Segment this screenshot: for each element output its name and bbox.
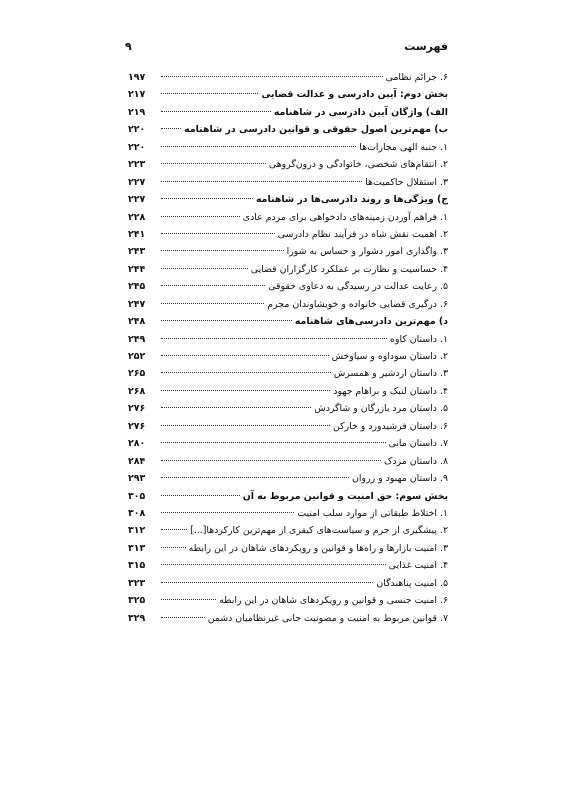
dot-leader — [161, 268, 248, 269]
toc-entry — [128, 156, 448, 173]
dot-leader — [161, 425, 330, 426]
dot-leader — [161, 198, 253, 199]
toc-entry-title: ۶. جرائم نظامی — [385, 72, 448, 83]
toc-entry-title: ۳. داستان اردشیر و همسرش — [333, 368, 448, 380]
toc-entry-title: ۱. اختلاط طبقاتی از موارد سلب امنیت — [297, 507, 448, 519]
toc-entry-title: ۶. داستان فرشیدورد و خارکن — [333, 420, 448, 432]
dot-leader — [161, 163, 266, 164]
toc-entry — [128, 610, 448, 627]
toc-section-heading — [128, 191, 448, 208]
dot-leader — [161, 250, 284, 251]
toc-entry — [128, 261, 448, 278]
toc-entry-page: ۲۴۴ — [128, 263, 146, 275]
toc-entry-title: ۴. داستان لنبک و براهام جهود — [333, 385, 448, 397]
toc-entry-title: ج) ویژگی‌ها و روند دادرسی‌ها در شاهنامه — [256, 194, 448, 206]
toc-entry — [128, 540, 448, 557]
dot-leader — [161, 303, 264, 304]
toc-entry — [128, 296, 448, 313]
toc-entry-title: ۵. رعایت عدالت در رسیدگی به دعاوی حقوقی — [268, 281, 448, 293]
toc-entry — [128, 383, 448, 400]
dot-leader — [161, 372, 331, 373]
toc-entry-page: ۳۰۸ — [128, 507, 146, 519]
toc-entry-title: ۳. واگذاری امور دشوار و حساس به شورا — [286, 246, 448, 258]
toc-entry — [128, 69, 448, 86]
toc-entry-title: ۸. داستان مزدک — [384, 455, 448, 467]
dot-leader — [161, 407, 311, 408]
toc-entry-title: ۵. داستان مرد بازرگان و شاگردش — [314, 403, 448, 415]
toc-entry-title: ۲. داستان سوداوه و سیاوخش — [331, 351, 448, 362]
dot-leader — [161, 390, 330, 391]
toc-entry-page: ۲۲۳ — [128, 159, 146, 171]
dot-leader — [161, 320, 292, 321]
toc-entry — [128, 278, 448, 295]
toc-entry-page: ۲۷۶ — [128, 403, 146, 415]
toc-entry-page: ۲۹۳ — [128, 473, 146, 485]
toc-entry — [128, 243, 448, 260]
toc-entry-title: بخش دوم: آیین دادرسی و عدالت قضایی — [261, 89, 448, 101]
dot-leader — [161, 285, 265, 286]
toc-entry-title: ۶. امنیت جنسی و قوانین و رویکردهای شاهان در این رابطه — [219, 595, 448, 607]
toc-entry-title: ۱. داستان کاوه — [390, 333, 448, 345]
dot-leader — [161, 599, 216, 600]
toc-entry — [128, 522, 448, 539]
toc-entry-page: ۲۲۷ — [128, 176, 146, 188]
toc-entry-title: ۲. پیشگیری از جرم و سیاست‌های کیفری از مهم‌ترین کارکردها[...] — [190, 525, 448, 537]
dot-leader — [161, 495, 240, 496]
dot-leader — [161, 233, 275, 234]
toc-entry-page: ۳۲۹ — [128, 612, 146, 624]
toc-entry-title: ۶. درگیری قضایی خانواده و خویشاوندان مجرم — [267, 298, 448, 310]
dot-leader — [161, 582, 373, 583]
toc-entry-page: ۲۴۵ — [128, 281, 146, 293]
toc-entry-title: ۵. امنیت پناهندگان — [376, 577, 448, 589]
toc-entry — [128, 592, 448, 609]
toc-entry — [128, 435, 448, 452]
toc-entry-title: ۷. قوانین مربوط به امنیت و مصونیت جانی غیرنظامیان دشمن — [207, 612, 448, 624]
toc-entry-page: ۲۷۶ — [128, 420, 146, 432]
toc-entry-page: ۲۱۷ — [128, 89, 146, 101]
toc-entry-title: بخش سوم: حق امنیت و قوانین مربوط به آن — [242, 490, 448, 502]
toc-entry-page: ۲۸۰ — [128, 438, 146, 450]
toc-entry-page: ۲۴۷ — [128, 298, 146, 310]
dot-leader — [161, 477, 349, 478]
toc-entry — [128, 505, 448, 522]
toc-entry-title: الف) واژگان آیین دادرسی در شاهنامه — [273, 106, 448, 118]
toc-section-heading — [128, 313, 448, 330]
running-title: فهرست — [404, 39, 448, 53]
dot-leader — [161, 529, 187, 530]
dot-leader — [161, 146, 356, 147]
toc-section-heading — [128, 488, 448, 505]
toc-entry-title: ۲. انتقام‌های شخصی، خانوادگی و درون‌گروهی — [268, 159, 448, 171]
dot-leader — [161, 617, 205, 618]
table-of-contents — [128, 69, 448, 627]
running-head — [125, 38, 448, 54]
page-number: ۹ — [125, 39, 132, 53]
dot-leader — [161, 460, 381, 461]
toc-entry-page: ۲۴۸ — [128, 316, 146, 328]
toc-section-heading — [128, 121, 448, 138]
toc-entry-page: ۲۵۲ — [128, 351, 146, 362]
toc-entry-page: ۲۲۰ — [128, 141, 146, 153]
toc-entry-page: ۳۱۲ — [128, 525, 146, 537]
toc-entry — [128, 226, 448, 243]
toc-entry-page: ۲۶۸ — [128, 385, 146, 397]
toc-entry-page: ۲۴۹ — [128, 333, 146, 345]
dot-leader — [161, 181, 362, 182]
toc-entry-page: ۱۹۷ — [128, 72, 146, 83]
toc-entry-page: ۲۲۰ — [128, 124, 146, 136]
toc-entry — [128, 453, 448, 470]
toc-entry-page: ۳۲۵ — [128, 595, 146, 607]
toc-entry-page: ۳۲۳ — [128, 577, 146, 589]
toc-entry — [128, 331, 448, 348]
dot-leader — [161, 93, 258, 94]
toc-entry-title: ۴. حساسیت و نظارت بر عملکرد کارگزاران قضایی — [250, 263, 448, 275]
toc-entry-page: ۲۴۱ — [128, 228, 146, 240]
toc-entry-page: ۲۶۵ — [128, 368, 146, 380]
toc-entry-page: ۳۱۵ — [128, 560, 146, 572]
toc-entry-title: ب) مهم‌ترین اصول حقوقی و قوانین دادرسی در شاهنامه — [184, 124, 448, 136]
toc-entry-page: ۲۲۸ — [128, 211, 146, 223]
dot-leader — [161, 512, 294, 513]
toc-entry-page: ۳۰۵ — [128, 490, 146, 502]
toc-entry-title: ۴. امنیت غذایی — [388, 560, 448, 572]
toc-entry — [128, 174, 448, 191]
toc-section-heading — [128, 104, 448, 121]
toc-entry-title: د) مهم‌ترین دادرسی‌های شاهنامه — [294, 316, 448, 328]
toc-entry — [128, 365, 448, 382]
toc-section-heading — [128, 86, 448, 103]
dot-leader — [161, 338, 387, 339]
dot-leader — [161, 564, 386, 565]
dot-leader — [161, 547, 186, 548]
dot-leader — [161, 76, 383, 77]
toc-entry-title: ۷. داستان مانی — [388, 438, 448, 450]
toc-entry-page: ۲۴۳ — [128, 246, 146, 258]
toc-entry — [128, 470, 448, 487]
toc-entry — [128, 348, 448, 365]
toc-entry-title: ۹. داستان مهبود و زروان — [352, 473, 448, 485]
toc-entry — [128, 400, 448, 417]
toc-entry-page: ۲۲۷ — [128, 194, 146, 206]
toc-entry — [128, 139, 448, 156]
toc-entry-page: ۲۸۴ — [128, 455, 146, 467]
toc-entry-page: ۳۱۳ — [128, 542, 146, 554]
dot-leader — [161, 128, 181, 129]
toc-entry-title: ۳. استقلال حاکمیت‌ها — [365, 176, 448, 188]
dot-leader — [161, 111, 271, 112]
toc-entry-page: ۲۱۹ — [128, 106, 146, 118]
toc-entry-title: ۱. جنبه الهی مجازات‌ها — [359, 141, 448, 153]
toc-entry — [128, 209, 448, 226]
toc-entry-title: ۱. فراهم آوردن زمینه‌های دادخواهی برای مردم عادی — [242, 211, 448, 223]
dot-leader — [161, 442, 386, 443]
toc-entry-title: ۲. اهمیت نقش شاه در فرآیند نظام دادرسی — [277, 228, 448, 240]
dot-leader — [161, 216, 240, 217]
toc-entry — [128, 557, 448, 574]
dot-leader — [161, 355, 329, 356]
toc-entry-title: ۳. امنیت بازارها و راه‌ها و قوانین و رویکردهای شاهان در این رابطه — [188, 542, 448, 554]
toc-entry — [128, 575, 448, 592]
toc-entry — [128, 418, 448, 435]
